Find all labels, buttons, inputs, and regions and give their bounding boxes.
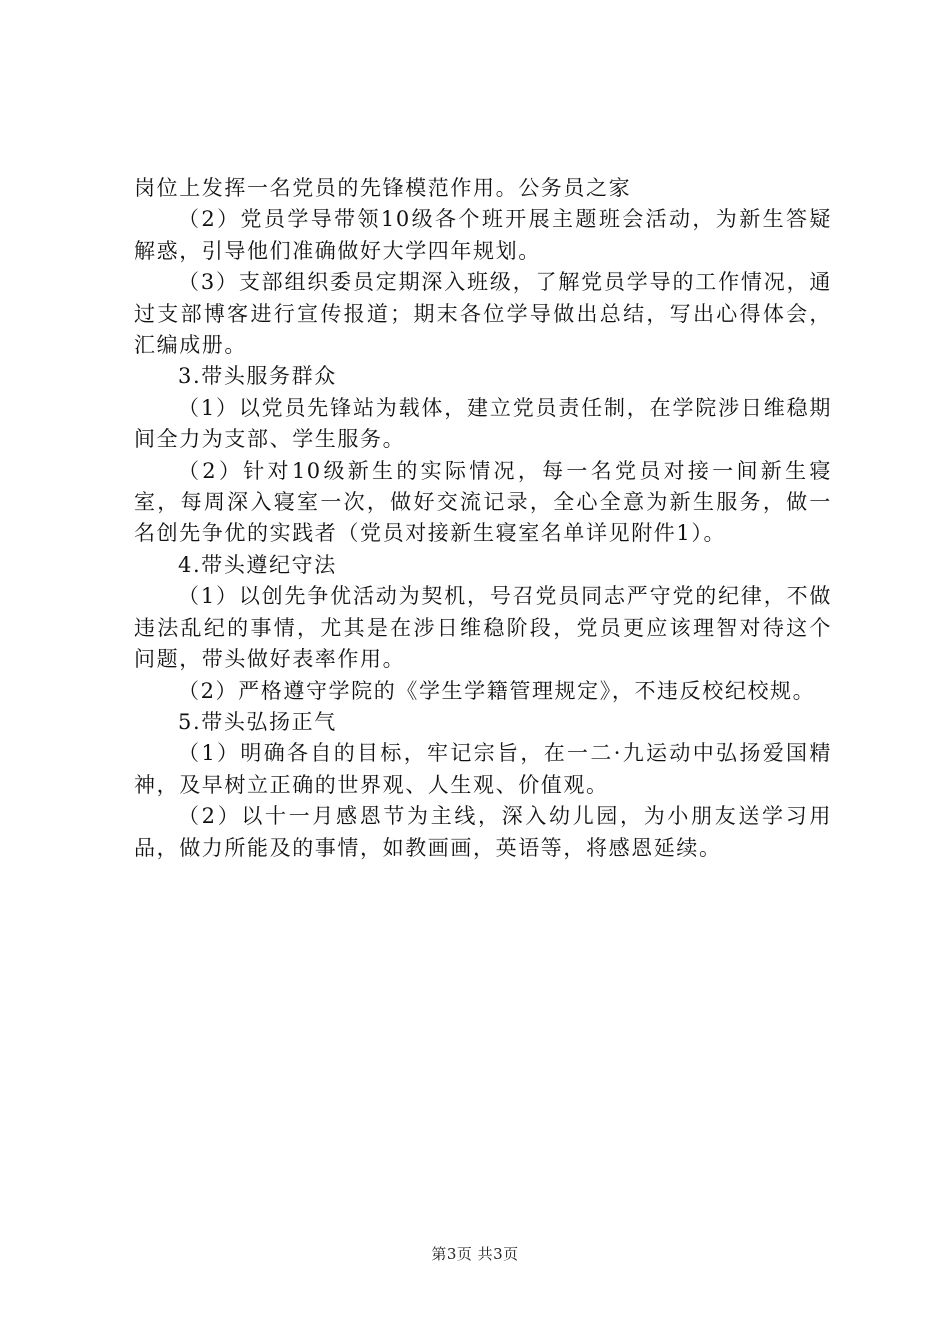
section-heading: 5.带头弘扬正气 bbox=[178, 709, 337, 734]
paragraph-item: （2）以十一月感恩节为主线，深入幼儿园，为小朋友送学习用品，做力所能及的事情，如教画画，英语等，将感恩延续。 bbox=[134, 804, 832, 860]
document-body bbox=[134, 173, 832, 864]
paragraph-item: （3）支部组织委员定期深入班级，了解党员学导的工作情况，通过支部博客进行宣传报道；期末各位学导做出总结，写出心得体会，汇编成册。 bbox=[134, 270, 832, 358]
page-footer bbox=[0, 1243, 950, 1264]
paragraph-continuation: 岗位上发挥一名党员的先锋模范作用。公务员之家 bbox=[134, 176, 632, 200]
paragraph-item: （1）以党员先锋站为载体，建立党员责任制，在学院涉日维稳期间全力为支部、学生服务。 bbox=[134, 395, 832, 452]
paragraph-item: （1）明确各自的目标，牢记宗旨，在一二·九运动中弘扬爱国精神，及早树立正确的世界观、人生观、价值观。 bbox=[134, 741, 832, 797]
page-number-label: 第3页 共3页 bbox=[431, 1245, 519, 1263]
paragraph-item: （2）严格遵守学院的《学生学籍管理规定》，不违反校纪校规。 bbox=[178, 678, 816, 703]
section-heading: 3.带头服务群众 bbox=[178, 364, 337, 389]
section-heading: 4.带头遵纪守法 bbox=[178, 552, 337, 577]
paragraph-item: （2）党员学导带领10级各个班开展主题班会活动，为新生答疑解惑，引导他们准确做好大学四年规划。 bbox=[134, 207, 832, 263]
paragraph-item: （2）针对10级新生的实际情况，每一名党员对接一间新生寝室，每周深入寝室一次，做好交流记录，全心全意为新生服务，做一名创先争优的实践者（党员对接新生寝室名单详见附件1）。 bbox=[134, 458, 832, 546]
paragraph-item: （1）以创先争优活动为契机，号召党员同志严守党的纪律，不做违法乱纪的事情，尤其是在涉日维稳阶段，党员更应该理智对待这个问题，带头做好表率作用。 bbox=[134, 584, 832, 672]
